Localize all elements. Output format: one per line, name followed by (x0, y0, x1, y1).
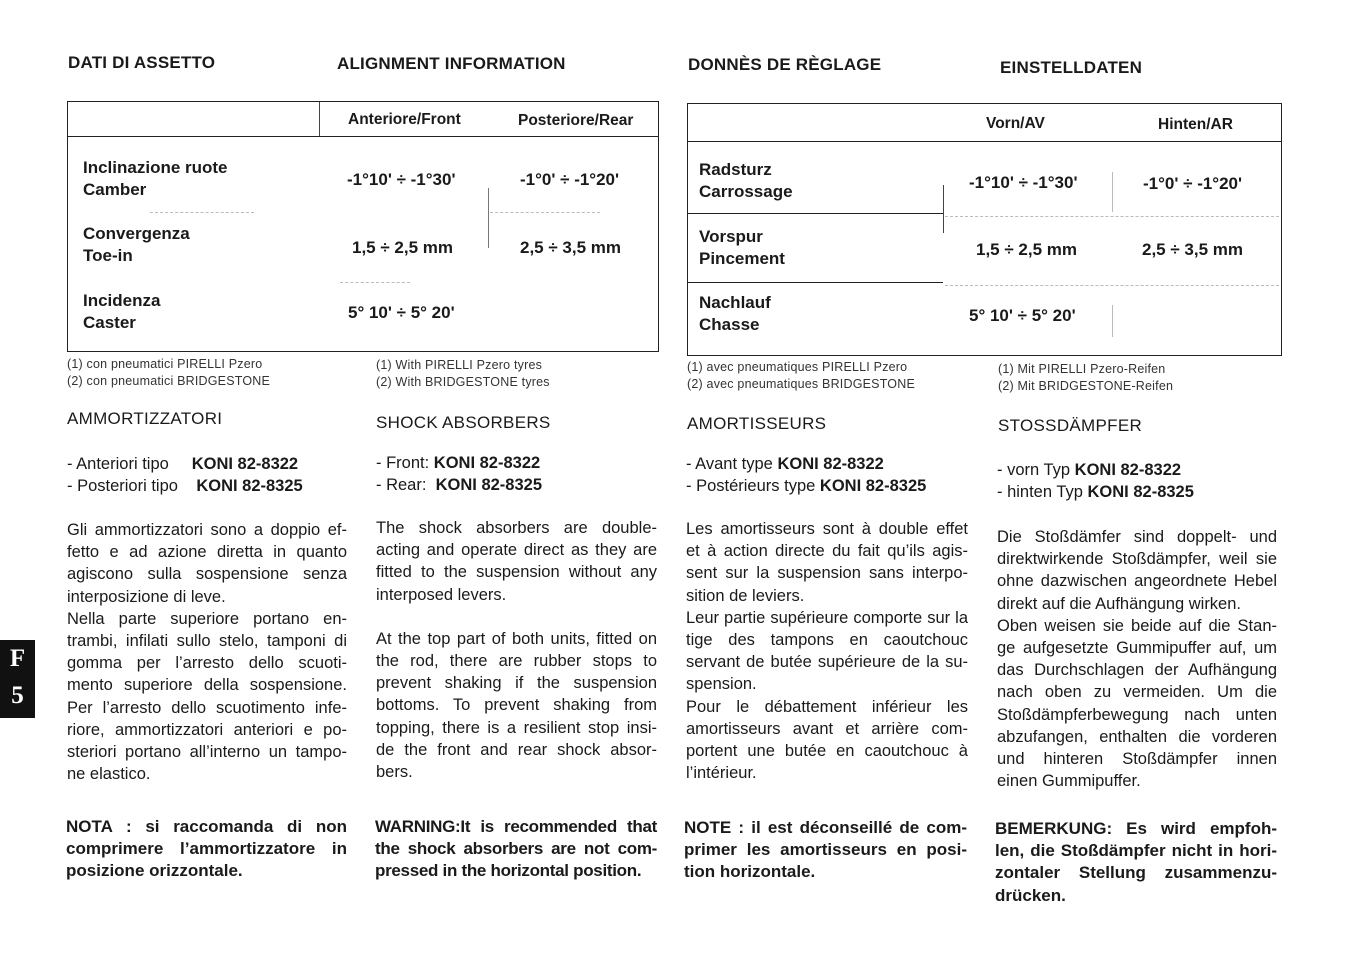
row-label-caster: Incidenza Caster (83, 291, 161, 332)
footnotes-en: (1) With PIRELLI Pzero tyres (2) With BRIDGESTONE tyres (376, 358, 550, 389)
caster-value: 5° 10' ÷ 5° 20' (348, 303, 455, 322)
footnotes-fr: (1) avec pneumatiques PIRELLI Pzero (2) avec pneumatiques BRIDGESTONE (687, 360, 915, 391)
shock-title-it: AMMORTIZZATORI (67, 409, 223, 428)
row-label-toe: Convergenza Toe-in (83, 224, 190, 265)
row-divider (945, 216, 1279, 218)
header-divider (68, 136, 658, 137)
row-divider (340, 282, 410, 284)
toe-rear-value: 2,5 ÷ 3,5 mm (520, 238, 621, 257)
col-front-header: Anteriore/Front (348, 111, 461, 128)
shock-models-en: - Front: KONI 82-8322 - Rear: KONI 82-8325 (376, 454, 542, 494)
row-divider (490, 212, 600, 214)
column-divider (319, 102, 320, 136)
row-label-camber: Radsturz Carrossage (699, 160, 793, 201)
row-divider (688, 282, 943, 283)
title-de: EINSTELLDATEN (1000, 58, 1143, 77)
section-tab: F 5 (0, 640, 35, 718)
shock-models-fr: - Avant type KONI 82-8322 - Postérieurs type KONI 82-8325 (686, 455, 927, 495)
footnotes-de: (1) Mit PIRELLI Pzero-Reifen (2) Mit BRIDGESTONE-Reifen (998, 362, 1174, 393)
col-rear-header: Hinten/AR (1158, 116, 1233, 133)
camber-rear-value: -1°0' ÷ -1°20' (1143, 174, 1243, 193)
note-de: BEMERKUNG: Es wird empfoh- len, die Stoßdämpfer nicht in hori- zontaler Stellung zusammenzu- drücken. (995, 819, 1277, 905)
shock-title-de: STOSSDÄMPFER (998, 416, 1143, 435)
toe-front-value: 1,5 ÷ 2,5 mm (352, 238, 453, 257)
column-divider (1112, 172, 1113, 212)
col-front-header: Vorn/AV (986, 115, 1045, 132)
column-divider (943, 185, 944, 233)
camber-front-value: -1°10' ÷ -1°30' (347, 170, 456, 189)
row-label-caster: Nachlauf Chasse (699, 293, 771, 334)
column-divider (1112, 305, 1113, 337)
col-rear-header: Posteriore/Rear (518, 112, 634, 129)
row-divider (688, 213, 943, 214)
toe-front-value: 1,5 ÷ 2,5 mm (976, 240, 1077, 259)
shock-models-de: - vorn Typ KONI 82-8322 - hinten Typ KONI 82-8325 (997, 461, 1194, 501)
note-it: NOTA : si raccomanda di non comprimere l’ammortizzatore in posizione orizzontale. (66, 817, 347, 881)
caster-value: 5° 10' ÷ 5° 20' (969, 306, 1076, 325)
title-it: DATI DI ASSETTO (68, 53, 216, 72)
shock-title-en: SHOCK ABSORBERS (376, 413, 551, 432)
footnotes-it: (1) con pneumatici PIRELLI Pzero (2) con pneumatici BRIDGESTONE (67, 357, 271, 388)
body-text-de: Die Stoßdämfer sind doppelt- und direktwirkende Stoßdämpfer, weil sie ohne dazwischen angeordnete Hebel direkt auf die Aufhängung wirken. Oben weisen sie beide auf die Stan- ge aufgesetzte Gummipuffer auf, um das Durchschlagen der Aufhängung nach oben zu vermeiden. Um die Stoßdämpferbewegung nach unten abzufangen, enthalten die vorderen und hinteren Stoßdämpfer innen einen Gummipuffer. (997, 528, 1277, 791)
title-en: ALIGNMENT INFORMATION (337, 54, 566, 73)
camber-rear-value: -1°0' ÷ -1°20' (520, 170, 620, 189)
row-divider (945, 285, 1279, 287)
title-fr: DONNÈS DE RÈGLAGE (688, 55, 882, 74)
note-en: WARNING:It is recommended that the shock absorbers are not com- pressed in the horizontal position. (375, 817, 657, 881)
body-text-en: The shock absorbers are double- acting and operate direct as they are fitted to the suspension without any interposed levers. At the top part of both units, fitted on the rod, there are rubber stops to prevent shaking if the suspension bottoms. To prevent shaking from topping, there is a resilient stop insi- de the front and rear shock absor- bers. (376, 519, 657, 782)
toe-rear-value: 2,5 ÷ 3,5 mm (1142, 240, 1243, 259)
column-divider (488, 188, 489, 248)
camber-front-value: -1°10' ÷ -1°30' (969, 173, 1078, 192)
row-label-toe: Vorspur Pincement (699, 227, 785, 268)
row-divider (150, 212, 254, 214)
row-label-camber: Inclinazione ruote Camber (83, 158, 228, 199)
note-fr: NOTE : il est déconseillé de com- primer les amortisseurs en posi- tion horizontale. (684, 818, 967, 882)
header-divider (688, 141, 1281, 142)
shock-models-it: - Anteriori tipo KONI 82-8322 - Posteriori tipo KONI 82-8325 (67, 455, 303, 495)
body-text-fr: Les amortisseurs sont à double effet et à action directe du fait qu’ils agis- sent sur la suspension sans interpo- sition de leviers. Leur partie supérieure comporte sur la tige des tampons en caoutchouc servant de butée supérieure de la su- spension. Pour le débattement inférieur les amortisseurs avant et arrière com- portent une butée en caoutchouc à l’intérieur. (686, 520, 968, 783)
body-text-it: Gli ammortizzatori sono a doppio ef- fetto e ad azione diretta in quanto agiscono sulla sospensione senza interposizione di leve. Nella parte superiore portano en- trambi, infilati sullo stelo, tamponi di gomma per l’arresto dello scuoti- mento superiore della sospensione. Per l’arresto dello scuotimento infe- riore, ammortizzatori anteriori e po- steriori portano all’interno un tampo- ne elastico. (67, 521, 347, 784)
shock-title-fr: AMORTISSEURS (687, 414, 827, 433)
